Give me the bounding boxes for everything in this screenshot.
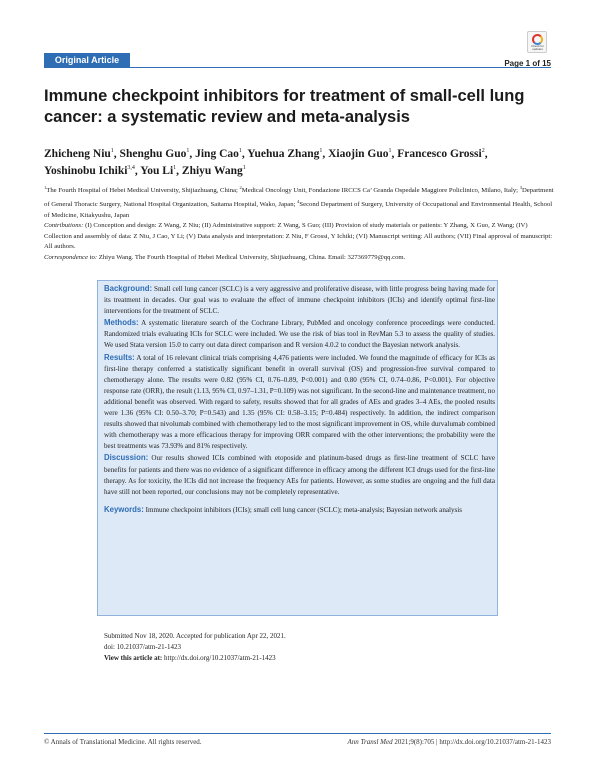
author-name: Jing Cao [195, 147, 239, 160]
citation-text: 2021;9(8):705 | http://dx.doi.org/10.21037/atm-21-1423 [392, 738, 551, 746]
section-text: Small cell lung cancer (SCLC) is a very aggressive and proliferative disease, with little progress being having made for its treatment in decades. Our goal was to evaluate the effect of immune checkpoint inhibitors (ICIs) and identify optimal first-line interventions for the treatment of SCLC. [104, 285, 495, 316]
author-affiliation-mark: 3,4 [127, 164, 135, 171]
affiliation-mark: 3 [519, 185, 522, 190]
section-heading: Keywords: [104, 504, 144, 514]
citation-footer [348, 738, 552, 746]
author-affiliation-mark: 1 [173, 164, 177, 171]
affiliations-block [44, 183, 554, 264]
author-affiliation-mark: 1 [186, 148, 190, 154]
author-affiliation-mark: 1 [319, 148, 323, 154]
journal-name: Ann Transl Med [347, 738, 393, 746]
submission-dates: Submitted Nov 18, 2020. Accepted for publication Apr 22, 2021. [104, 632, 286, 640]
author-name: Yoshinobu Ichiki [44, 164, 128, 177]
author-affiliation-mark: 1 [110, 148, 114, 154]
section-text: A total of 16 relevant clinical trials comprising 4,476 patients were included. We found the magnitude of efficacy for ICIs as first-line therapy conferred a statistically significant benefit in overall survival (OS) and progression-free survival compared to chemotherapy alone. The results were 0.82 (95% CI, 0.76–0.89, P<0.001) and 0.80 (95% CI, 0.74–0.86, P<0.001). For objective response rate (ORR), the result (1.13, 95% CI, 0.97–1.31, P=0.109) was not significant. In the second-line and maintenance treatment, no additional benefit was observed. With regard to safety, results showed that for all grades of AEs and grades 3–4 AEs, the pooled results were 1.36 (95% CI: 0.50–3.70; P=0.543) and 1.35 (95% CI: 0.58–3.15; P=0.484) respectively. In addition, the indirect comparison results showed that nivolumab combined with chemotherapy led to the most significant improvement in OS, while durvalumab combined with chemotherapy was a more efficacious therapy for improving ORR compared with the other interventions; the probability were the best treatments was 73.93% and 81% respectively. [104, 353, 495, 451]
affiliation-1: The Fourth Hospital of Hebei Medical University, Shijiazhuang, China; [46, 187, 240, 195]
article-type-tag: Original Article [44, 53, 130, 67]
affiliation-mark: 1 [44, 185, 47, 190]
section-heading: Results: [104, 352, 135, 362]
author-affiliation-mark: 1 [238, 148, 242, 154]
abstract-keywords [104, 504, 495, 516]
affiliation-3: Department of General Thoracic Surgery, National Hospital Organization, Saitama Hospital, Wako, Japan; [44, 187, 554, 209]
header-divider [44, 67, 551, 68]
section-text: Immune checkpoint inhibitors (ICIs); small cell lung cancer (SCLC); meta-analysis; Bayesian network analysis [143, 505, 463, 514]
section-heading: Background: [104, 284, 153, 293]
author-name: Shenghu Guo [119, 147, 187, 160]
abstract-methods [104, 317, 495, 351]
correspondence-label: Correspondence to: [44, 254, 98, 262]
author-name: Francesco Grossi [397, 147, 482, 160]
author-name: Yuehua Zhang [247, 147, 320, 160]
author-name: Zhicheng Niu [44, 147, 111, 160]
article-link-url[interactable]: http://dx.doi.org/10.21037/atm-21-1423 [162, 654, 276, 663]
section-text: Our results showed ICIs combined with etoposide and platinum-based drugs as first-line treatment of SCLC have benefits for patients and there was no evidence of a significant difference in efficacy among the different ICI drugs used for the first-line therapy. As for toxicity, the ICIs did not increase the frequency AEs for patients. However, as some studies are ongoing and the full data have still not been reported, our conclusions may not be completely representative. [104, 454, 495, 496]
author-list: Zhicheng Niu$^1$, Shenghu Guo$^1$, Jing Cao$^1$, Yuehua Zhang$^1$, Xiaojin Guo$^1$, Francesco Grossi$^2$, Yoshinobu Ichiki$^{3,4}$, You Li$^1$, Zhiyu Wang$^1$ [44, 147, 488, 177]
author-affiliation-mark: 1 [388, 148, 392, 154]
section-heading: Methods: [104, 318, 139, 328]
abstract [104, 283, 495, 516]
check-for-updates-badge[interactable] [527, 31, 547, 53]
page-number: Page 1 of 15 [504, 59, 551, 68]
author-affiliation-mark: 2 [481, 148, 485, 154]
doi[interactable]: doi: 10.21037/atm-21-1423 [104, 643, 181, 652]
author-name: You Li [140, 164, 174, 177]
paper-title: Immune checkpoint inhibitors for treatment of small-cell lung cancer: a systematic review and meta-analysis [44, 87, 525, 126]
section-text: A systematic literature search of the Cochrane Library, PubMed and oncology conference proceedings were conducted. Randomized trials evaluating ICIs for SCLC were included. We use the risk of bias tool in RevMan 5.3 to assess the quality of studies. We used Stata version 15.0 to carry out data direct comparison and R version 4.0.2 to conduct the Bayesian network analysis. [104, 319, 495, 350]
abstract-results [104, 352, 495, 453]
author-name: Xiaojin Guo [328, 147, 389, 160]
affiliation-mark: 4 [297, 198, 300, 204]
affiliation-lines [44, 183, 554, 221]
contributions [44, 221, 554, 253]
author-affiliation-mark: 1 [242, 164, 246, 171]
copyright: © Annals of Translational Medicine. All rights reserved. [44, 738, 202, 746]
article-link-label: View this article at: [104, 654, 163, 663]
affiliation-mark: 2 [239, 185, 242, 190]
abstract-background [104, 283, 495, 317]
badge-label: Check for updates [531, 44, 544, 51]
correspondence [44, 253, 554, 264]
abstract-discussion [104, 452, 495, 497]
article-link[interactable] [104, 653, 495, 664]
author-name: Zhiyu Wang [181, 164, 243, 177]
affiliation-2: Medical Oncology Unit, Fondazione IRCCS Ca’ Granda Ospedale Maggiore Policlinico, Milano, Italy; [241, 187, 520, 195]
correspondence-text: Zhiyu Wang. The Fourth Hospital of Hebei Medical University, Shijiazhuang, China. Email: 327369779@qq.com. [97, 254, 406, 262]
footer-divider [44, 733, 551, 734]
article-history [104, 631, 495, 665]
contributions-label: Contributions: [44, 222, 84, 230]
contributions-text: (I) Conception and design: Z Wang, Z Niu; (II) Administrative support: Z Wang, S Guo; (III) Provision of study materials or patients: Y Zhang, X Guo, Z Wang; (IV) Collection and assembly of data: Z Niu, J Cao, Y Li; (V) Data analysis and interpretation: Z Niu, F Grossi, Y Ichiki; (VI) Manuscript writing: All authors; (VII) Final approval of manuscript: All authors. [44, 222, 553, 251]
affiliation-4: Second Department of Surgery, University of Occupational and Environmental Health, School of Medicine, Kitakyushu, Japan [44, 201, 553, 219]
section-heading: Discussion: [104, 453, 149, 463]
